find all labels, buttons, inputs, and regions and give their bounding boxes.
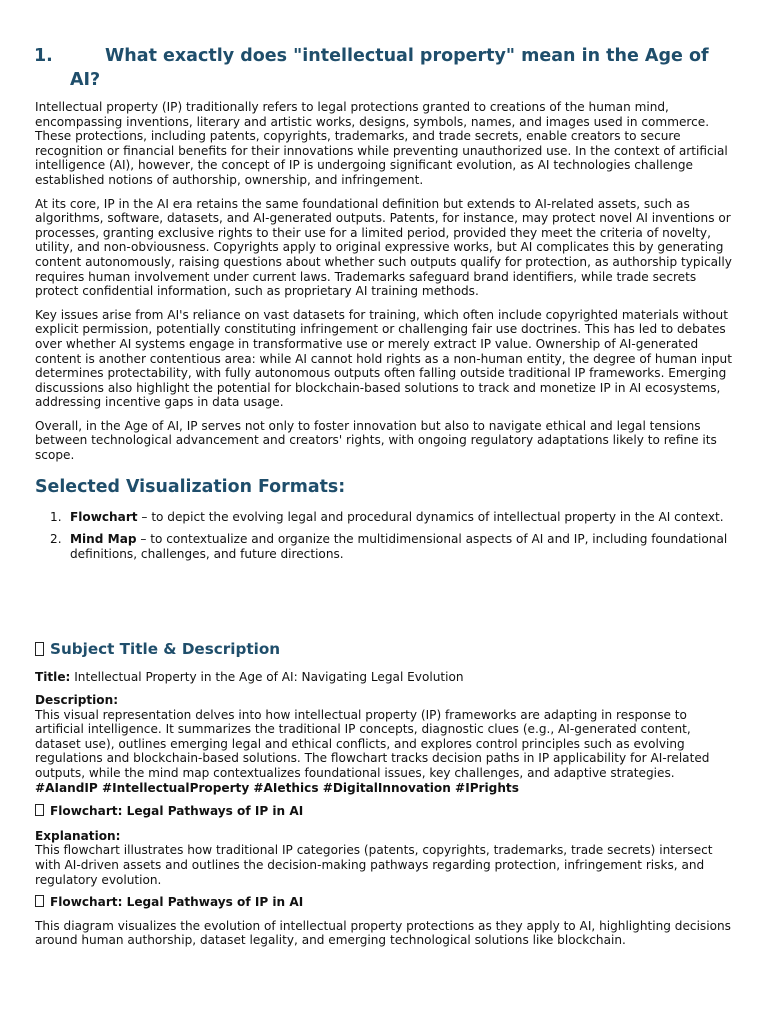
list-item-term: Flowchart	[70, 509, 138, 524]
list-item-text: – to depict the evolving legal and procedural dynamics of intellectual property in the AI context.	[137, 509, 724, 524]
list-item	[35, 510, 735, 525]
missing-glyph-icon	[35, 642, 44, 656]
flowchart-title-text: Flowchart: Legal Pathways of IP in AI	[50, 804, 304, 819]
subject-heading-text: Subject Title & Description	[50, 640, 281, 659]
paragraph-ip-ai-era: At its core, IP in the AI era retains the same foundational definition but extends to AI-related assets, such as algorithms, software, datasets, and AI-generated outputs. Patents, for instance, may protect novel AI inventions or processes, granting exclusive rights to their use for a limited period, provided they meet the criteria of novelty, utility, and non-obviousness. Copyrights apply to original expressive works, but AI complicates this by generating content autonomously, raising questions about whether such outputs qualify for protection, as authorship typically requires human involvement under current laws. Trademarks safeguard brand identifiers, while trade secrets protect confidential information, such as proprietary AI training methods.	[35, 196, 732, 299]
flowchart-title	[35, 895, 735, 910]
section-title: What exactly does "intellectual property" mean in the Age of AI?	[70, 46, 709, 90]
explanation-label: Explanation:	[35, 828, 121, 843]
flowchart-title-text: Flowchart: Legal Pathways of IP in AI	[50, 895, 304, 910]
description-label: Description:	[35, 693, 119, 708]
description-text: This visual representation delves into how intellectual property (IP) frameworks are adapting in response to artificial intelligence. It summarizes the traditional IP concepts, diagnostic clues (e.g., AI-generated content, dataset use), outlines emerging legal and ethical conflicts, and explores control principles such as evolving regulations and blockchain-based solutions. The flowchart tracks decision paths in IP applicability for AI-related outputs, while the mind map contextualizes foundational issues, key challenges, and adaptive strategies.	[35, 707, 710, 780]
subject-heading	[35, 639, 735, 659]
flowchart-title	[35, 804, 735, 819]
formats-heading: Selected Visualization Formats:	[35, 476, 346, 497]
diagram-description: This diagram visualizes the evolution of intellectual property protections as they apply to AI, highlighting decisions around human authorship, dataset legality, and emerging technological solutions like blockchain.	[35, 918, 731, 948]
list-marker: 2.	[50, 532, 62, 547]
paragraph-ip-definition: Intellectual property (IP) traditionally refers to legal protections granted to creations of the human mind, encompassing inventions, literary and artistic works, designs, symbols, names, and images used in commerce. These protections, including patents, copyrights, trademarks, and trade secrets, enable creators to secure recognition or financial benefits for their innovations while preventing unauthorized use. In the context of artificial intelligence (AI), however, the concept of IP is undergoing significant evolution, as AI technologies challenge established notions of authorship, ownership, and infringement.	[35, 100, 728, 187]
title-value: Intellectual Property in the Age of AI: Navigating Legal Evolution	[70, 670, 464, 685]
section-number: 1.	[34, 46, 53, 66]
document-page	[35, 44, 735, 948]
subject-title-line	[35, 670, 735, 685]
formats-list	[35, 510, 735, 562]
section-heading	[35, 44, 735, 92]
list-item-text: – to contextualize and organize the multidimensional aspects of AI and IP, including foundational definitions, challenges, and future directions.	[70, 532, 728, 561]
hashtags: #AIandIP #IntellectualProperty #AIethics #DigitalInnovation #IPrights	[35, 780, 519, 795]
list-item	[35, 532, 735, 561]
paragraph-key-issues: Key issues arise from AI's reliance on vast datasets for training, which often include copyrighted materials without explicit permission, potentially constituting infringement or challenging fair use doctrines. This has led to debates over whether AI systems engage in transformative use or merely extract IP value. Ownership of AI-generated content is another contentious area: while AI cannot hold rights as a non-human entity, the degree of human input determines protectability, with fully autonomous outputs often falling outside traditional IP frameworks. Emerging discussions also highlight the potential for blockchain-based solutions to track and monetize IP in AI ecosystems, addressing incentive gaps in data usage.	[35, 307, 732, 410]
missing-glyph-icon	[35, 804, 44, 816]
explanation-block	[35, 829, 735, 887]
explanation-text: This flowchart illustrates how traditional IP categories (patents, copyrights, trademarks, trade secrets) intersect with AI-driven assets and outlines the decision-making pathways regarding protection, infringement risks, and regulatory evolution.	[35, 843, 713, 887]
list-marker: 1.	[50, 509, 62, 524]
missing-glyph-icon	[35, 895, 44, 907]
list-item-term: Mind Map	[70, 532, 137, 547]
title-label: Title:	[35, 670, 71, 685]
description-block	[35, 693, 735, 795]
paragraph-overall: Overall, in the Age of AI, IP serves not only to foster innovation but also to navigate ethical and legal tensions between technological advancement and creators' rights, with ongoing regulatory adaptations likely to refine its scope.	[35, 418, 717, 463]
